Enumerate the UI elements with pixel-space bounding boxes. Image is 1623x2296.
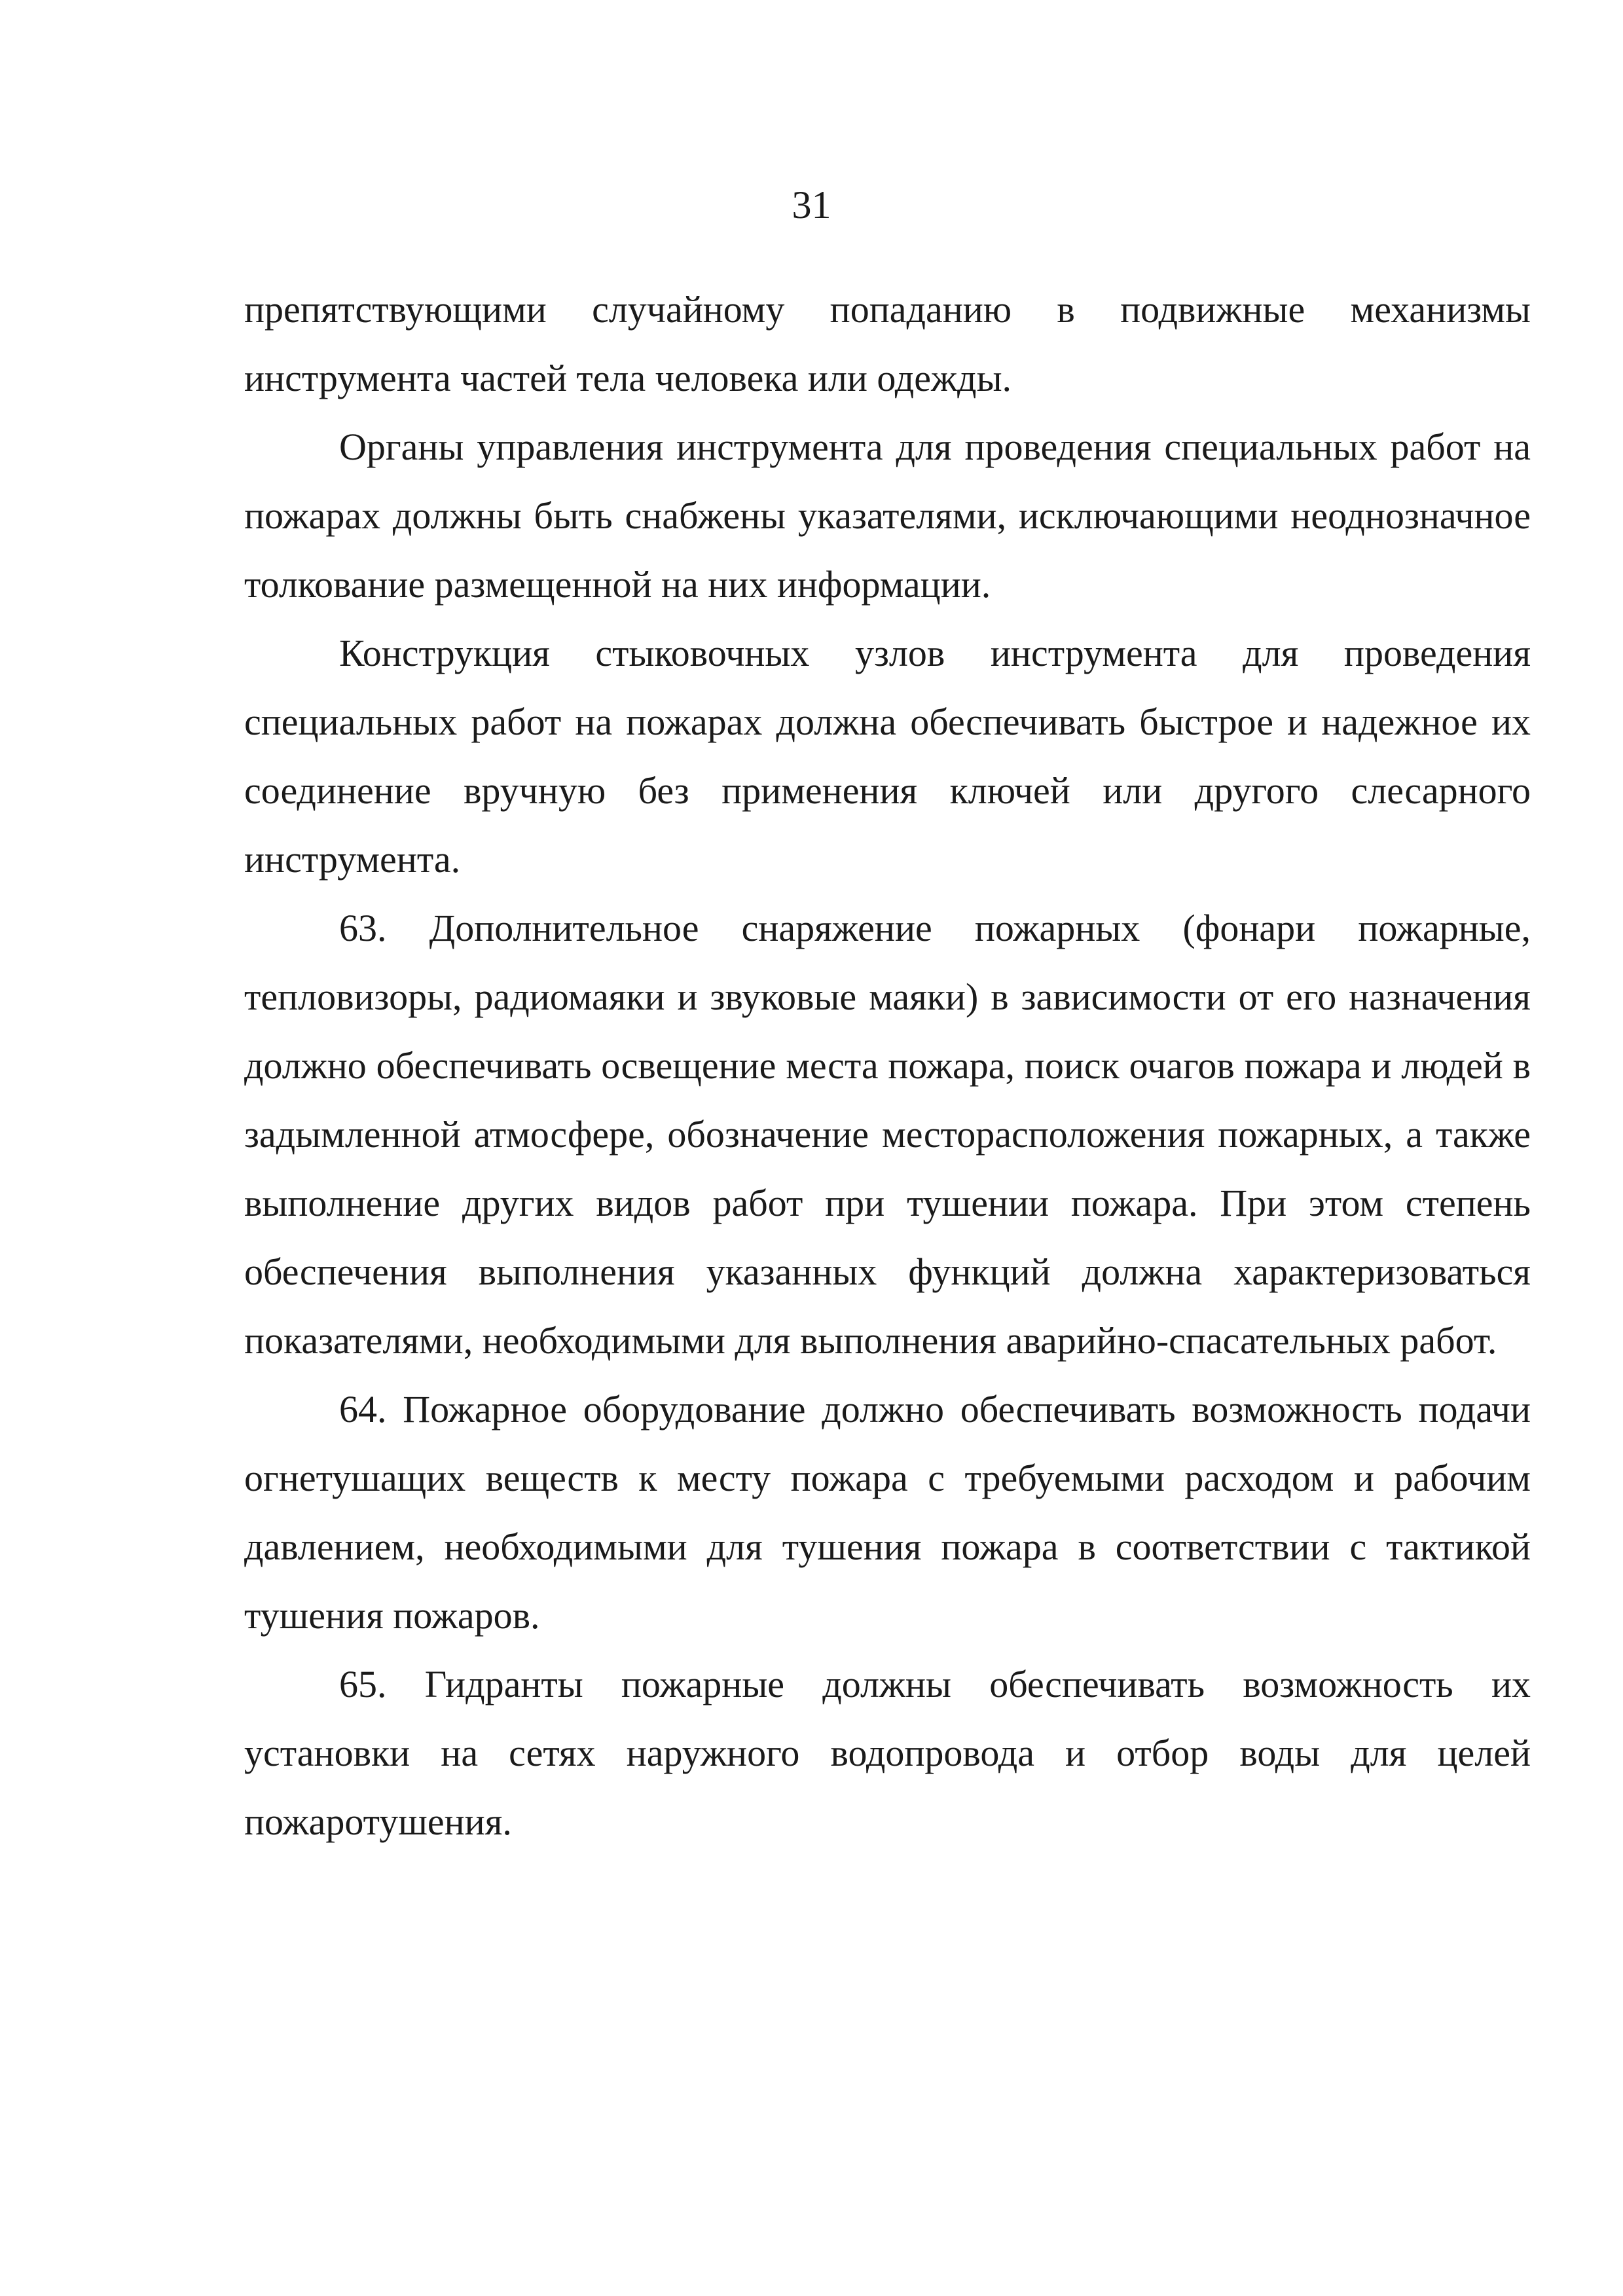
paragraph-coupling: Конструкция стыковочных узлов инструмента для проведения специальных работ на пожарах должна обеспечивать быстрое и надежное их соединение вручную без применения ключей или другого слесарного инструмента. bbox=[244, 632, 1531, 881]
paragraph-item-63: 63. Дополнительное снаряжение пожарных (фонари пожарные, тепловизоры, радиомаяки и звуковые маяки) в зависимости от его назначения должно обеспечивать освещение места пожара, поиск очагов пожара и людей в задымленной атмосфере, обозначение месторасположения пожарных, а также выполнение других видов работ при тушении пожара. При этом степень обеспечения выполнения указанных функций должна характеризоваться показателями, необходимыми для выполнения аварийно-спасательных работ. bbox=[244, 907, 1531, 1362]
paragraph-controls: Органы управления инструмента для проведения специальных работ на пожарах должны быть снабжены указателями, исключающими неоднозначное толкование размещенной на них информации. bbox=[244, 426, 1531, 606]
page-number: 31 bbox=[792, 183, 831, 227]
body-text bbox=[244, 275, 1531, 1856]
paragraph-item-64: 64. Пожарное оборудование должно обеспечивать возможность подачи огнетушащих веществ к месту пожара с требуемыми расходом и рабочим давлением, необходимыми для тушения пожара в соответствии с тактикой тушения пожаров. bbox=[244, 1388, 1531, 1637]
paragraph-continuation: препятствующими случайному попаданию в подвижные механизмы инструмента частей тела человека или одежды. bbox=[244, 288, 1531, 399]
paragraph-item-65: 65. Гидранты пожарные должны обеспечивать возможность их установки на сетях наружного водопровода и отбор воды для целей пожаротушения. bbox=[244, 1663, 1531, 1843]
